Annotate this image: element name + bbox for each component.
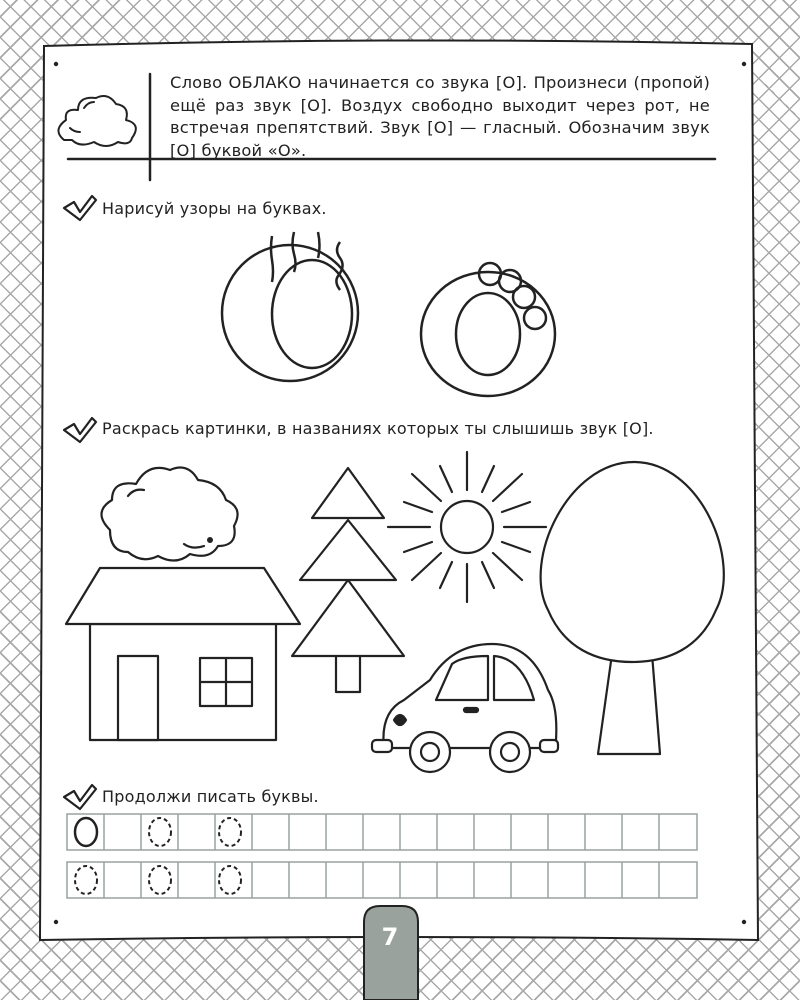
house-picture[interactable] (66, 568, 300, 740)
page-number: 7 (381, 923, 399, 951)
intro-text: Слово ОБЛАКО начинается со звука [О]. Произнеси (пропой) ещё раз звук [О]. Воздух свободно выходит через рот, не встречая препятствий. Звук [О] — гласный. Обозначим звук [О] буквой «О». (170, 73, 710, 160)
task-2-label: Раскрась картинки, в названиях которых ты слышишь звук [О]. (102, 419, 654, 438)
sun-picture[interactable] (388, 452, 546, 602)
task-1-label: Нарисуй узоры на буквах. (102, 199, 327, 218)
task-3-label: Продолжи писать буквы. (102, 787, 319, 806)
